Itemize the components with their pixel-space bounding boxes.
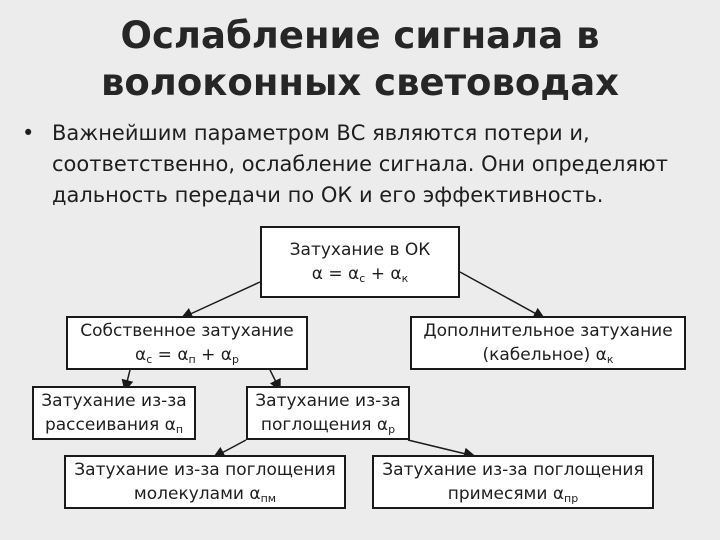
molecular-absorption-text: молекулами $\alpha_{пм}$ xyxy=(133,484,277,505)
absorption-attenuation-text: поглощения $\alpha_р$ xyxy=(260,415,396,436)
box-absorption-attenuation xyxy=(246,386,410,440)
box-impurity-absorption xyxy=(372,455,654,509)
connector-intrinsic-scattering xyxy=(126,370,130,386)
connector-intrinsic-absorption xyxy=(270,370,278,386)
connector-root-additional xyxy=(460,272,540,316)
additional-attenuation-text: (кабельное) $\alpha_к$ xyxy=(482,345,614,366)
intrinsic-attenuation-formula: $\alpha_с = \alpha_п + \alpha_р$ xyxy=(135,345,239,366)
connector-root-intrinsic xyxy=(186,282,260,316)
total-attenuation-label: Затухание в ОК xyxy=(289,240,431,260)
impurity-absorption-label: Затухание из-за поглощения xyxy=(382,460,644,480)
connector-absorption-molecular xyxy=(218,440,246,455)
absorption-attenuation-label: Затухание из-за xyxy=(255,391,401,411)
title-line-2: волоконных световодах xyxy=(100,61,620,104)
box-total-attenuation xyxy=(260,226,460,298)
box-additional-attenuation xyxy=(410,316,686,370)
scattering-attenuation-label: Затухание из-за xyxy=(41,391,187,411)
bullet-text: Важнейшим параметром ВС являются потери и, соответственно, ослабление сигнала. Они определяют дальность передачи по ОК и его эффективность. xyxy=(52,121,668,207)
connector-absorption-impurity xyxy=(408,440,470,455)
total-attenuation-formula: $\alpha = \alpha_с + \alpha_к$ xyxy=(311,264,409,285)
title-line-1: Ослабление сигнала в xyxy=(120,14,600,57)
scattering-attenuation-text: рассеивания $\alpha_п$ xyxy=(44,415,184,436)
box-molecular-absorption xyxy=(64,455,346,509)
additional-attenuation-label: Дополнительное затухание xyxy=(423,321,673,341)
intrinsic-attenuation-label: Собственное затухание xyxy=(80,321,294,341)
impurity-absorption-text: примесями $\alpha_{пр}$ xyxy=(447,484,579,505)
bullet-marker: • xyxy=(22,121,35,145)
molecular-absorption-label: Затухание из-за поглощения xyxy=(74,460,336,480)
box-scattering-attenuation xyxy=(32,386,196,440)
box-intrinsic-attenuation xyxy=(66,316,308,370)
